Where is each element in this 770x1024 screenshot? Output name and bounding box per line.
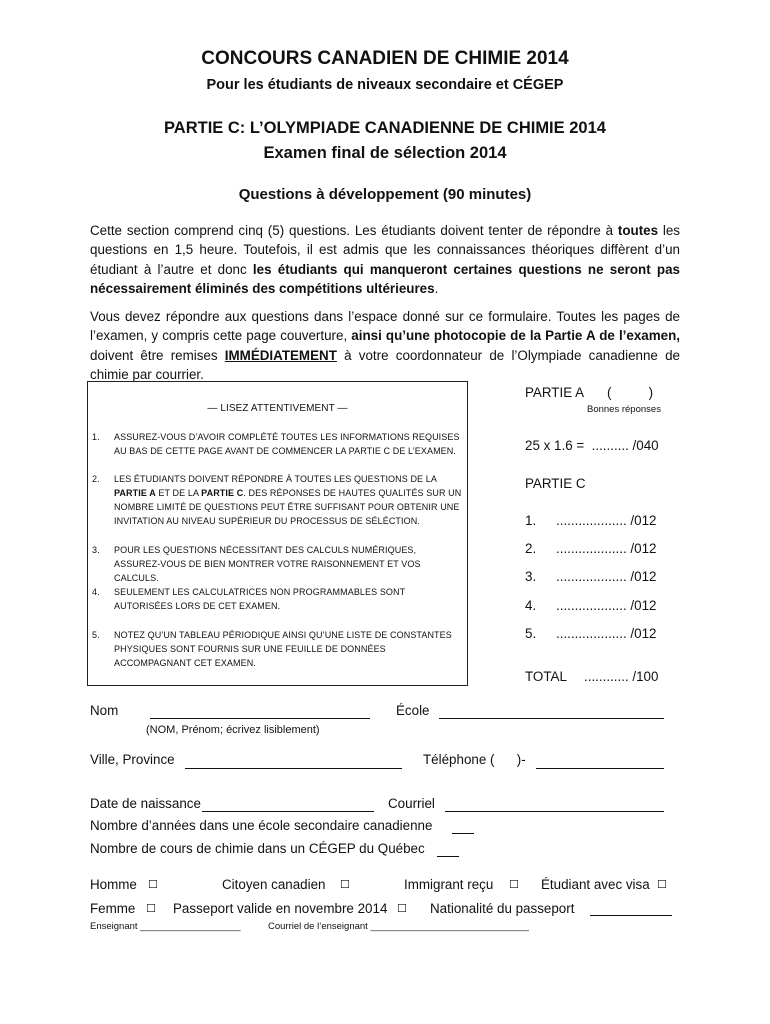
partie-a-label: PARTIE A — [525, 385, 585, 400]
etudiant-visa-label: Étudiant avec visa — [541, 877, 650, 892]
section-title: Questions à développement (90 minutes) — [238, 186, 532, 203]
intro-text: Vous devez répondre aux questions dans l’espace donné sur ce formulaire. Toutes les pages de l’examen, y compris cette page couverture, — [90, 309, 680, 344]
citoyen-checkbox[interactable]: ☐ — [340, 878, 350, 891]
intro-text: les questions en 1,5 heure. Toutefois, il est admis que les connaissances théoriques diffèrent d’un étudiant à l’autre et donc — [90, 223, 680, 277]
instruction-number: 1. — [92, 432, 100, 442]
question-number: 4. — [525, 598, 537, 613]
courriel-enseignant-field[interactable]: Courriel de l’enseignant ______________________________ — [268, 921, 529, 932]
homme-checkbox[interactable]: ☐ — [148, 878, 158, 891]
passeport-label: Passeport valide en novembre 2014 — [173, 901, 388, 916]
date-naissance-label: Date de naissance — [90, 796, 201, 811]
question-score: ................... /012 — [556, 513, 657, 528]
exam-title: Examen final de sélection 2014 — [263, 144, 507, 162]
ville-field[interactable] — [185, 768, 402, 769]
immigrant-label: Immigrant reçu — [404, 877, 494, 892]
question-number: 2. — [525, 541, 537, 556]
instruction-text: POUR LES QUESTIONS NÉCESSITANT DES CALCULS NUMÉRIQUES, ASSUREZ-VOUS DE BIEN MONTRER VOTRE RAISONNEMENT ET VOS CALCULS. — [114, 545, 421, 583]
bonnes-reponses-label: Bonnes réponses — [587, 404, 661, 415]
instruction-text — [114, 472, 464, 528]
ecole-field[interactable] — [439, 718, 664, 719]
cours-field[interactable] — [437, 856, 459, 857]
question-number: 5. — [525, 626, 537, 641]
instruction-number: 3. — [92, 545, 100, 555]
question-score: ................... /012 — [556, 598, 657, 613]
question-score: ................... /012 — [556, 569, 657, 584]
total-score: ............ /100 — [584, 669, 659, 684]
nom-field[interactable] — [150, 718, 370, 719]
nom-hint: (NOM, Prénom; écrivez lisiblement) — [146, 724, 320, 736]
enseignant-field[interactable]: Enseignant ___________________ — [90, 921, 241, 932]
intro-bold-text: les étudiants qui manqueront certaines questions ne seront pas nécessairement éliminés des compétitions ultérieures — [90, 261, 680, 296]
question-score: ................... /012 — [556, 626, 657, 641]
telephone-field[interactable] — [536, 768, 664, 769]
instruction-text: ASSUREZ-VOUS D’AVOIR COMPLÉTÉ TOUTES LES INFORMATIONS REQUISES AU BAS DE CETTE PAGE AVANT DE COMMENCER LA PARTIE C DE L’EXAMEN. — [114, 432, 460, 456]
instruction-number: 4. — [92, 587, 100, 597]
total-label: TOTAL — [525, 669, 567, 684]
annees-field[interactable] — [452, 833, 474, 834]
instruction-bold-part: PARTIE C — [201, 488, 244, 498]
instruction-text: NOTEZ QU’UN TABLEAU PÉRIODIQUE AINSI QU’UNE LISTE DE CONSTANTES PHYSIQUES SONT FOURNIS SUR UNE FEUILLE DE DONNÉES ACCOMPAGNANT CET EXAMEN. — [114, 630, 452, 668]
cours-label: Nombre de cours de chimie dans un CÉGEP du Québec — [90, 841, 425, 856]
immigrant-checkbox[interactable]: ☐ — [509, 878, 519, 891]
instruction-text-part: LES ÉTUDIANTS DOIVENT RÉPONDRE À TOUTES LES QUESTIONS DE LA — [114, 474, 437, 484]
page-subtitle: Pour les étudiants de niveaux secondaire et CÉGEP — [206, 77, 564, 93]
femme-label: Femme — [90, 901, 136, 916]
page-title: CONCOURS CANADIEN DE CHIMIE 2014 — [201, 48, 569, 69]
question-number: 1. — [525, 513, 537, 528]
instruction-text-part: . DES RÉPONSES DE HAUTES QUALITÉS SUR UN NOMBRE LIMITÉ DE QUESTIONS PEUT ÊTRE SUFFISANT POUR OBTENIR UNE INVITATION AU NIVEAU SUPÉRIEUR DU PROCESSUS DE SÉLÉCTION. — [114, 488, 462, 526]
nationalite-label: Nationalité du passeport — [430, 901, 575, 916]
instruction-text: SEULEMENT LES CALCULATRICES NON PROGRAMMABLES SONT AUTORISÉES LORS DE CET EXAMEN. — [114, 587, 406, 611]
passeport-checkbox[interactable]: ☐ — [397, 902, 407, 915]
question-score: ................... /012 — [556, 541, 657, 556]
etudiant-visa-checkbox[interactable]: ☐ — [657, 878, 667, 891]
intro-text: Cette section comprend cinq (5) questions. Les étudiants doivent tenter de répondre à — [90, 223, 618, 238]
intro-text: doivent être remises — [90, 347, 225, 363]
instruction-bold-part: PARTIE A — [114, 488, 156, 498]
instruction-number: 5. — [92, 630, 100, 640]
telephone-label: Téléphone ( )- — [423, 752, 526, 767]
homme-label: Homme — [90, 877, 137, 892]
partie-a-paren: ( ) — [607, 385, 654, 400]
femme-checkbox[interactable]: ☐ — [146, 902, 156, 915]
nationalite-field[interactable] — [590, 915, 672, 916]
citoyen-label: Citoyen canadien — [222, 877, 326, 892]
intro-text: . — [434, 280, 439, 296]
courriel-field[interactable] — [445, 811, 664, 812]
annees-label: Nombre d’années dans une école secondaire canadienne — [90, 818, 433, 833]
intro-paragraph-2 — [90, 307, 680, 384]
ecole-label: École — [396, 703, 430, 718]
question-number: 3. — [525, 569, 537, 584]
intro-bold-text: ainsi qu’une photocopie de la Partie A de l’examen, — [351, 328, 680, 344]
intro-emphasis-text: IMMÉDIATEMENT — [224, 347, 337, 363]
intro-paragraph-1 — [90, 221, 680, 298]
part-title: PARTIE C: L’OLYMPIADE CANADIENNE DE CHIMIE 2014 — [164, 119, 606, 137]
courriel-label: Courriel — [388, 796, 435, 811]
instruction-number: 2. — [92, 474, 100, 484]
instruction-text-part: ET DE LA — [155, 488, 202, 498]
instructions-box — [87, 381, 468, 686]
nom-label: Nom — [90, 703, 119, 718]
date-naissance-field[interactable] — [202, 811, 374, 812]
partie-a-score: 25 x 1.6 = .......... /040 — [525, 438, 659, 453]
intro-text: à votre coordonnateur de l’Olympiade canadienne de chimie par courrier. — [90, 347, 680, 382]
intro-bold-text: toutes — [617, 223, 659, 238]
partie-c-label: PARTIE C — [525, 476, 586, 491]
ville-label: Ville, Province — [90, 752, 175, 767]
instructions-heading: — LISEZ ATTENTIVEMENT — — [207, 403, 348, 414]
